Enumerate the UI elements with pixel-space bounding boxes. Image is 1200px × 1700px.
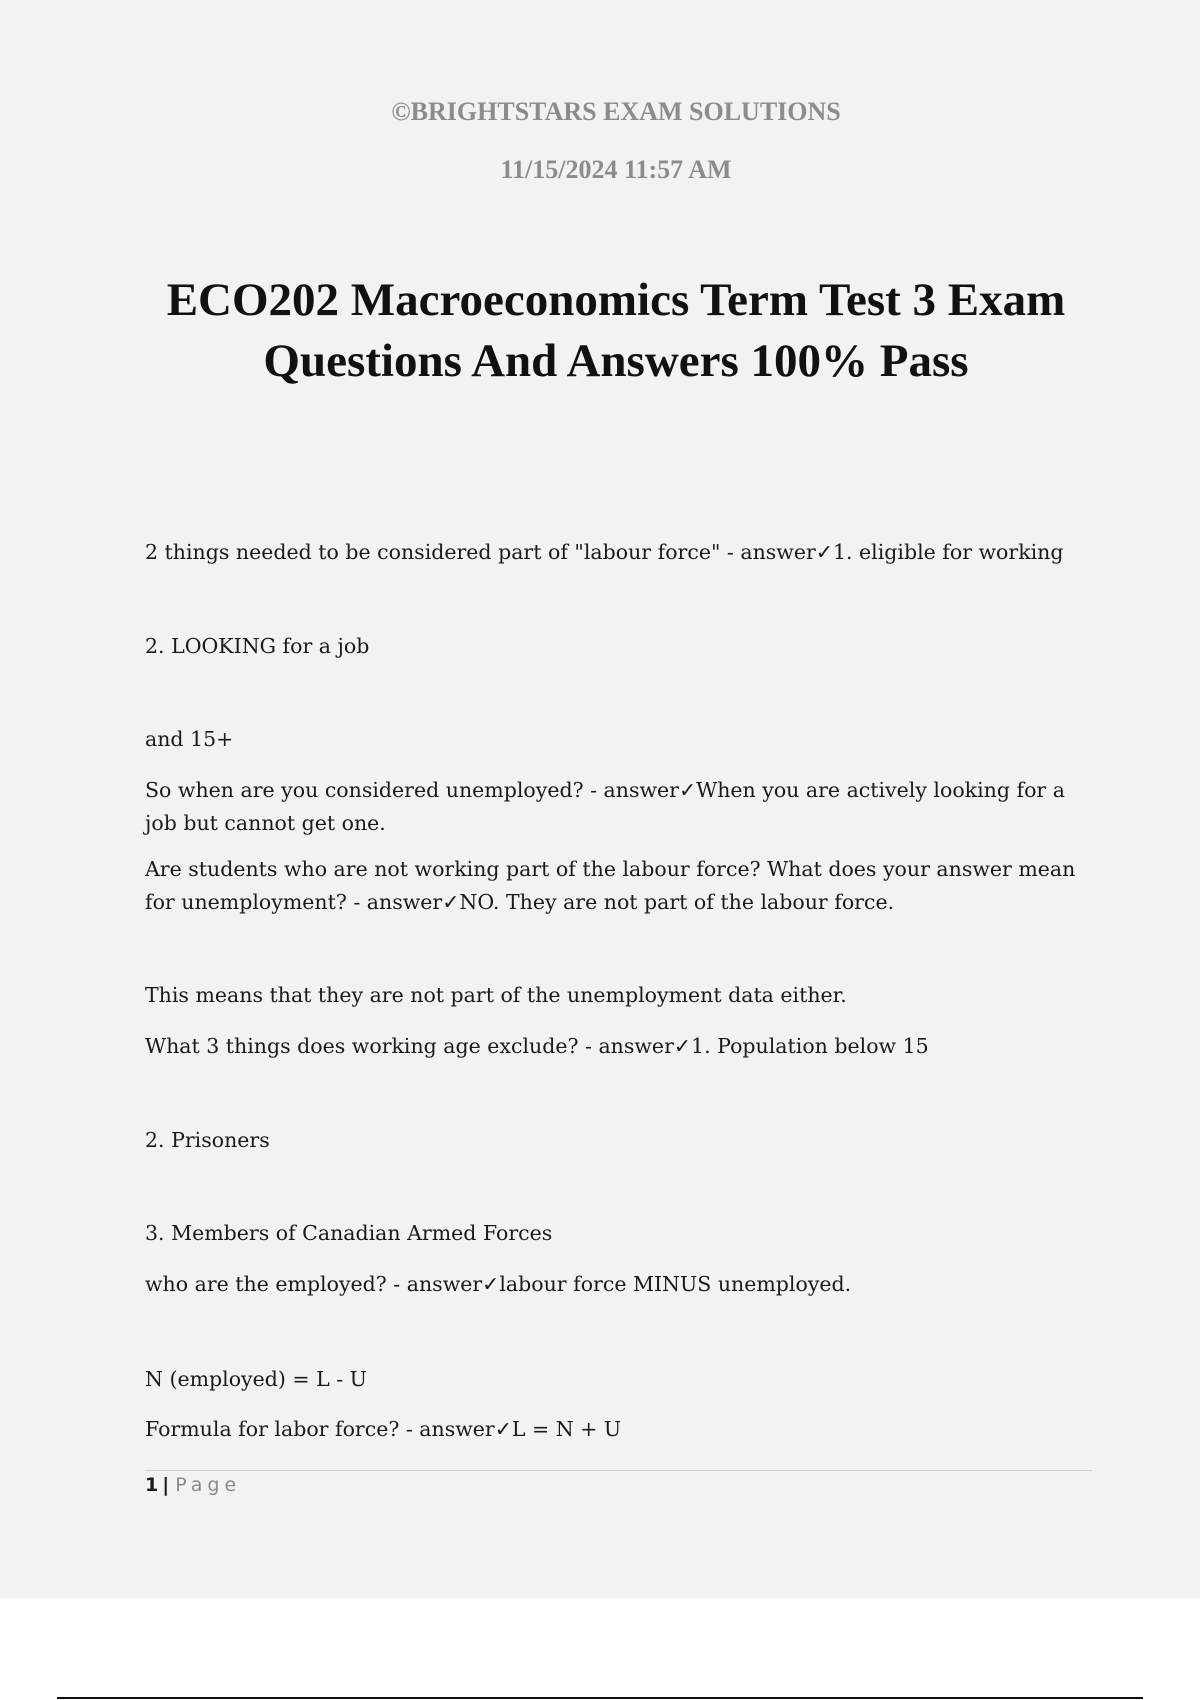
body-line: job but cannot get one. bbox=[145, 811, 386, 835]
body-line: N (employed) = L - U bbox=[145, 1367, 367, 1391]
body-line: 3. Members of Canadian Armed Forces bbox=[145, 1221, 553, 1245]
bottom-divider bbox=[57, 1697, 1143, 1699]
body-line: What 3 things does working age exclude? - answer✓1. Population below 15 bbox=[145, 1034, 929, 1058]
body-line: Are students who are not working part of the labour force? What does your answer mean bbox=[145, 857, 1076, 881]
body-line: Formula for labor force? - answer✓L = N + U bbox=[145, 1417, 622, 1441]
title-line-2: Questions And Answers 100% Pass bbox=[263, 335, 969, 387]
document-title bbox=[60, 270, 1172, 392]
body-line: who are the employed? - answer✓labour force MINUS unemployed. bbox=[145, 1272, 852, 1296]
title-line-1: ECO202 Macroeconomics Term Test 3 Exam bbox=[166, 274, 1066, 326]
header-datetime: 11/15/2024 11:57 AM bbox=[500, 155, 732, 184]
body-line: and 15+ bbox=[145, 727, 234, 751]
page-footer bbox=[145, 1474, 241, 1496]
footer-separator: | bbox=[162, 1474, 170, 1496]
page-number: 1 bbox=[145, 1474, 159, 1496]
body-line: 2. LOOKING for a job bbox=[145, 634, 370, 658]
body-line: This means that they are not part of the unemployment data either. bbox=[145, 983, 847, 1007]
body-line: So when are you considered unemployed? - answer✓When you are actively looking for a bbox=[145, 778, 1065, 802]
body-line: 2 things needed to be considered part of "labour force" - answer✓1. eligible for working bbox=[145, 540, 1064, 564]
footer-divider bbox=[145, 1470, 1092, 1471]
header-brand: ©BRIGHTSTARS EXAM SOLUTIONS bbox=[391, 97, 841, 126]
body-line: for unemployment? - answer✓NO. They are not part of the labour force. bbox=[145, 890, 895, 914]
page-label: Page bbox=[175, 1474, 242, 1496]
body-line: 2. Prisoners bbox=[145, 1128, 270, 1152]
